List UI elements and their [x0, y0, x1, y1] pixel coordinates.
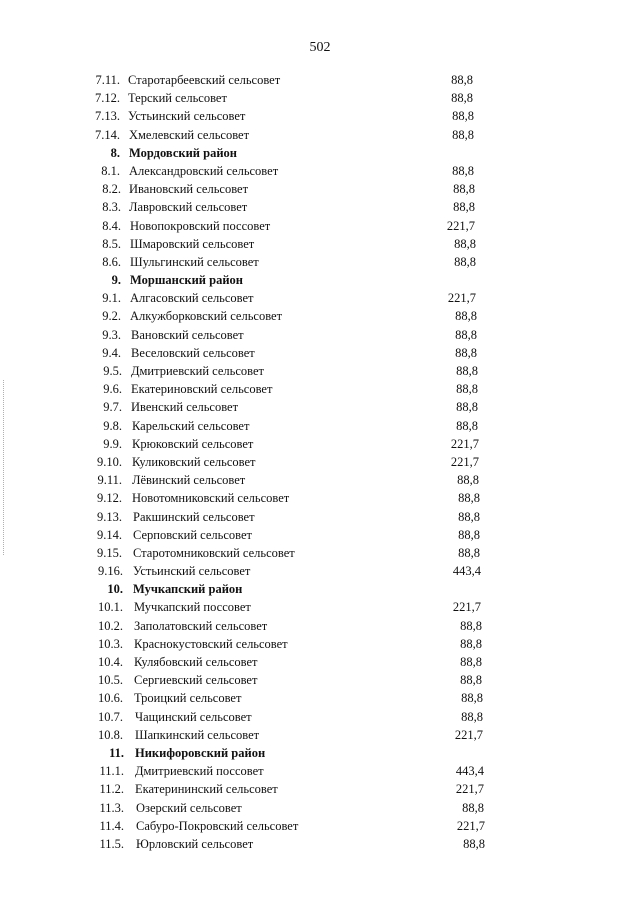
table-row: [0, 562, 640, 580]
amount-value: 88,8: [451, 73, 473, 87]
amount-value: 443,4: [455, 764, 484, 779]
council-name: Троицкий сельсовет: [134, 691, 242, 706]
council-name: Дмитриевский сельсовет: [131, 364, 265, 378]
row-number: 8.3.: [102, 200, 121, 215]
table-row: [0, 817, 640, 835]
amount-value: 88,8: [454, 254, 476, 269]
council-name: Терский сельсовет: [128, 91, 227, 106]
table-row: [0, 653, 640, 671]
row-number: 11.1.: [99, 764, 124, 779]
table-row: [0, 526, 640, 544]
council-name: Веселовский сельсовет: [131, 345, 255, 360]
council-name: Шапкинский сельсовет: [135, 727, 260, 742]
row-number: 7.11.: [95, 73, 120, 87]
row-number: 9.8.: [103, 418, 122, 433]
amount-value: 221,7: [450, 436, 479, 451]
table-row: [0, 544, 640, 562]
amount-value: 88,8: [460, 636, 482, 651]
council-name: Крюковский сельсовет: [132, 436, 254, 451]
row-number: 7.14.: [95, 127, 120, 142]
table-row: [0, 835, 640, 853]
row-number: 9.12.: [97, 491, 122, 506]
amount-value: 88,8: [462, 800, 484, 815]
row-number: 9.4.: [102, 345, 121, 360]
district-name: Моршанский район: [130, 273, 243, 288]
council-name: Карельский сельсовет: [132, 418, 250, 433]
council-name: Ивановский сельсовет: [129, 182, 249, 197]
row-number: 10.7.: [98, 709, 123, 724]
council-name: Алкужборковский сельсовет: [130, 309, 283, 324]
council-name: Лёвинский сельсовет: [132, 473, 246, 488]
row-number: 10.6.: [98, 691, 123, 706]
council-name: Ивенский сельсовет: [131, 400, 239, 415]
amount-value: 88,8: [458, 545, 480, 560]
district-name: Никифоровский район: [135, 745, 266, 760]
table-row: [0, 417, 640, 435]
table-row: [0, 671, 640, 689]
amount-value: 221,7: [456, 818, 485, 833]
row-number: 10.8.: [98, 727, 123, 742]
row-number: 9.14.: [97, 527, 122, 542]
amount-value: 88,8: [463, 836, 485, 851]
amount-value: 88,8: [456, 400, 478, 415]
amount-value: 88,8: [460, 673, 482, 688]
table-row: [0, 217, 640, 235]
row-number: 9.11.: [97, 473, 122, 488]
district-heading-row: [0, 271, 640, 289]
table-row: [0, 635, 640, 653]
row-number: 10.: [107, 582, 123, 597]
table-row: [0, 326, 640, 344]
row-number: 9.3.: [102, 327, 121, 342]
table-row: [0, 598, 640, 616]
allocation-table: [0, 71, 640, 853]
page-number: 502: [309, 40, 331, 55]
council-name: Новопокровский поссовет: [130, 218, 271, 233]
council-name: Старотарбеевский сельсовет: [128, 73, 281, 87]
amount-value: 88,8: [458, 491, 480, 506]
council-name: Кулябовский сельсовет: [134, 655, 258, 669]
amount-value: 88,8: [458, 527, 480, 542]
table-row: [0, 689, 640, 707]
table-row: [0, 198, 640, 216]
amount-value: 221,7: [452, 600, 481, 615]
amount-value: 88,8: [455, 327, 477, 342]
district-heading-row: [0, 580, 640, 598]
district-heading-row: [0, 744, 640, 762]
table-row: [0, 799, 640, 817]
row-number: 11.5.: [99, 836, 124, 851]
table-row: [0, 708, 640, 726]
amount-value: 88,8: [461, 709, 483, 724]
row-number: 11.: [109, 745, 124, 760]
table-row: [0, 89, 640, 107]
amount-value: 221,7: [446, 218, 475, 233]
table-row: [0, 453, 640, 471]
row-number: 9.16.: [98, 564, 123, 579]
table-row: [0, 289, 640, 307]
row-number: 9.10.: [97, 454, 122, 469]
council-name: Сабуро-Покровский сельсовет: [136, 818, 299, 833]
table-row: [0, 471, 640, 489]
row-number: 9.1.: [102, 291, 121, 306]
row-number: 9.13.: [97, 509, 122, 524]
council-name: Лавровский сельсовет: [129, 200, 248, 215]
table-row: [0, 126, 640, 144]
council-name: Сергиевский сельсовет: [134, 673, 258, 688]
council-name: Чащинский сельсовет: [135, 709, 252, 724]
amount-value: 443,4: [452, 564, 481, 579]
amount-value: 88,8: [455, 309, 477, 324]
council-name: Екатерининский сельсовет: [135, 782, 278, 797]
row-number: 7.12.: [95, 91, 120, 106]
council-name: Новотомниковский сельсовет: [132, 491, 290, 506]
table-row: [0, 162, 640, 180]
district-name: Мучкапский район: [133, 582, 243, 597]
table-row: [0, 435, 640, 453]
row-number: 11.3.: [99, 800, 124, 815]
amount-value: 221,7: [455, 782, 484, 797]
council-name: Устьинский сельсовет: [133, 564, 251, 579]
amount-value: 88,8: [452, 109, 474, 124]
amount-value: 88,8: [456, 364, 478, 378]
row-number: 8.5.: [102, 236, 121, 251]
council-name: Дмитриевский поссовет: [135, 764, 264, 779]
table-row: [0, 780, 640, 798]
row-number: 8.2.: [102, 182, 121, 197]
table-row: [0, 253, 640, 271]
table-row: [0, 107, 640, 125]
row-number: 9.7.: [103, 400, 122, 415]
council-name: Серповский сельсовет: [133, 527, 253, 542]
council-name: Ракшинский сельсовет: [133, 509, 255, 524]
amount-value: 88,8: [452, 127, 474, 142]
row-number: 8.1.: [101, 163, 120, 178]
table-row: [0, 307, 640, 325]
council-name: Озерский сельсовет: [136, 800, 242, 815]
table-row: [0, 617, 640, 635]
row-number: 10.1.: [98, 600, 123, 615]
row-number: 9.9.: [103, 436, 122, 451]
row-number: 11.4.: [99, 818, 124, 833]
amount-value: 88,8: [461, 691, 483, 706]
amount-value: 221,7: [447, 291, 476, 306]
table-row: [0, 508, 640, 526]
row-number: 8.: [110, 145, 120, 160]
table-row: [0, 180, 640, 198]
amount-value: 221,7: [450, 454, 479, 469]
row-number: 11.2.: [99, 782, 124, 797]
amount-value: 88,8: [453, 182, 475, 197]
council-name: Мучкапский поссовет: [134, 600, 251, 615]
council-name: Заполатовский сельсовет: [134, 618, 268, 633]
table-row: [0, 380, 640, 398]
table-row: [0, 726, 640, 744]
council-name: Алгасовский сельсовет: [130, 291, 254, 306]
row-number: 10.2.: [98, 618, 123, 633]
council-name: Юрловский сельсовет: [136, 836, 254, 851]
table-row: [0, 489, 640, 507]
row-number: 8.4.: [102, 218, 121, 233]
amount-value: 88,8: [455, 345, 477, 360]
amount-value: 221,7: [454, 727, 483, 742]
row-number: 9.6.: [103, 382, 122, 397]
council-name: Екатериновский сельсовет: [131, 382, 273, 397]
table-row: [0, 71, 640, 89]
row-number: 9.15.: [97, 545, 122, 560]
row-number: 10.5.: [98, 673, 123, 688]
amount-value: 88,8: [460, 618, 482, 633]
council-name: Краснокустовский сельсовет: [134, 636, 288, 651]
council-name: Куликовский сельсовет: [132, 454, 256, 469]
council-name: Вановский сельсовет: [131, 327, 244, 342]
council-name: Александровский сельсовет: [129, 163, 279, 178]
row-number: 7.13.: [95, 109, 120, 124]
row-number: 10.4.: [98, 655, 123, 669]
table-row: [0, 362, 640, 380]
council-name: Старотомниковский сельсовет: [133, 545, 295, 560]
district-name: Мордовский район: [129, 145, 237, 160]
row-number: 8.6.: [102, 254, 121, 269]
amount-value: 88,8: [460, 655, 482, 669]
table-row: [0, 762, 640, 780]
district-heading-row: [0, 144, 640, 162]
amount-value: 88,8: [454, 236, 476, 251]
council-name: Шульгинский сельсовет: [130, 254, 259, 269]
row-number: 9.2.: [102, 309, 121, 324]
row-number: 10.3.: [98, 636, 123, 651]
council-name: Шмаровский сельсовет: [130, 236, 255, 251]
amount-value: 88,8: [453, 200, 475, 215]
council-name: Хмелевский сельсовет: [129, 127, 250, 142]
amount-value: 88,8: [456, 418, 478, 433]
amount-value: 88,8: [452, 163, 474, 178]
row-number: 9.: [111, 273, 121, 288]
amount-value: 88,8: [451, 91, 473, 106]
amount-value: 88,8: [456, 382, 478, 397]
amount-value: 88,8: [458, 509, 480, 524]
table-row: [0, 398, 640, 416]
row-number: 9.5.: [103, 364, 122, 378]
table-row: [0, 235, 640, 253]
table-row: [0, 344, 640, 362]
council-name: Устьинский сельсовет: [128, 109, 246, 124]
amount-value: 88,8: [457, 473, 479, 488]
